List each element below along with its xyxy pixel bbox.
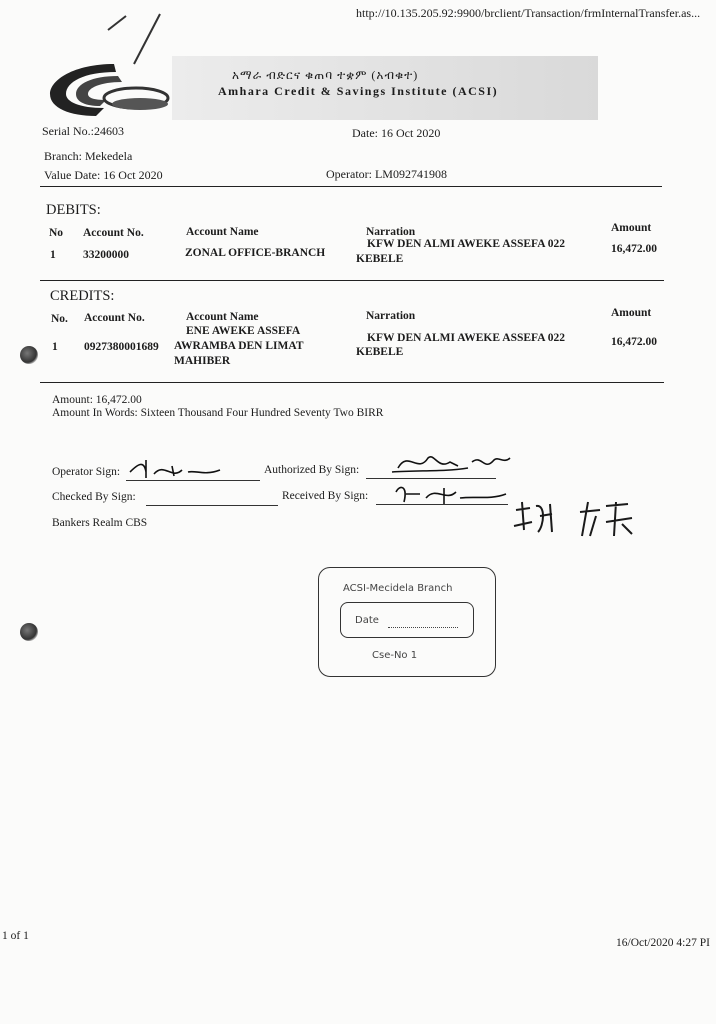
institution-name-amharic: አማራ ብድርና ቁጠባ ተቋም (አብቁተ): [232, 68, 419, 82]
credit-row-account-name-3: MAHIBER: [174, 355, 231, 367]
institution-banner: [172, 56, 598, 120]
debit-row-account-no: 33200000: [83, 249, 129, 261]
received-signature-icon: [386, 480, 516, 510]
credit-row-narration-2: KEBELE: [356, 346, 404, 358]
operator: Operator: LM092741908: [326, 167, 447, 181]
debits-header-narration: Narration: [366, 226, 416, 238]
credits-header-account-no: Account No.: [84, 312, 145, 324]
debits-header-no: No: [49, 227, 64, 239]
divider: [40, 186, 662, 187]
amount-in-words: Amount In Words: Sixteen Thousand Four Hundred Seventy Two BIRR: [52, 407, 384, 419]
system-name: Bankers Realm CBS: [52, 517, 148, 529]
credit-row-no: 1: [52, 341, 58, 353]
stamp-number: Cse-No 1: [372, 650, 418, 661]
page-url: http://10.135.205.92:9900/brclient/Transaction/frmInternalTransfer.as...: [356, 6, 701, 20]
transaction-date: Date: 16 Oct 2020: [352, 126, 441, 140]
credit-row-amount: 16,472.00: [611, 336, 657, 348]
authorized-sign-label: Authorized By Sign:: [264, 464, 360, 476]
operator-signature-icon: [124, 454, 234, 484]
checked-sign-label: Checked By Sign:: [52, 491, 136, 503]
credit-row-narration-1: KFW DEN ALMI AWEKE ASSEFA 022: [367, 332, 565, 344]
debit-row-narration-1: KFW DEN ALMI AWEKE ASSEFA 022: [367, 238, 565, 250]
divider: [40, 280, 664, 281]
debits-header-account-name: Account Name: [186, 226, 259, 238]
page-count: 1 of 1: [2, 930, 29, 942]
debit-row-narration-2: KEBELE: [356, 253, 404, 265]
handwritten-note-icon: [510, 496, 650, 542]
debits-header-account-no: Account No.: [83, 227, 144, 239]
credits-header-account-name: Account Name: [186, 311, 259, 323]
credits-title: CREDITS:: [50, 288, 115, 304]
credit-row-account-no: 0927380001689: [84, 341, 159, 353]
authorized-signature-icon: [388, 448, 518, 480]
total-amount: Amount: 16,472.00: [52, 394, 142, 406]
credits-header-narration: Narration: [366, 310, 416, 322]
debits-header-amount: Amount: [611, 222, 652, 234]
credit-row-account-name-1: ENE AWEKE ASSEFA: [186, 325, 301, 337]
debit-row-no: 1: [50, 249, 56, 261]
punch-hole-icon: [20, 623, 38, 641]
stamp-date-label: Date: [355, 615, 379, 626]
credit-row-account-name-2: AWRAMBA DEN LIMAT: [174, 340, 304, 352]
debit-row-amount: 16,472.00: [611, 243, 657, 255]
debits-title: DEBITS:: [46, 202, 101, 218]
operator-sign-label: Operator Sign:: [52, 466, 121, 478]
value-date: Value Date: 16 Oct 2020: [44, 168, 163, 182]
divider: [40, 382, 664, 383]
stamp-branch-text: ACSI-Mecidela Branch: [343, 583, 453, 594]
print-timestamp: 16/Oct/2020 4:27 PI: [616, 937, 710, 949]
serial-number: Serial No.:24603: [42, 124, 124, 138]
branch: Branch: Mekedela: [44, 149, 133, 163]
debit-row-account-name: ZONAL OFFICE-BRANCH: [185, 247, 326, 259]
received-sign-label: Received By Sign:: [282, 490, 369, 502]
stamp-date-line: [388, 627, 458, 628]
credits-header-amount: Amount: [611, 307, 652, 319]
institution-name-english: Amhara Credit & Savings Institute (ACSI): [218, 84, 499, 98]
acsi-logo-icon: [44, 58, 174, 122]
credits-header-no: No.: [51, 313, 68, 325]
checked-sign-line: [146, 505, 278, 506]
punch-hole-icon: [20, 346, 38, 364]
